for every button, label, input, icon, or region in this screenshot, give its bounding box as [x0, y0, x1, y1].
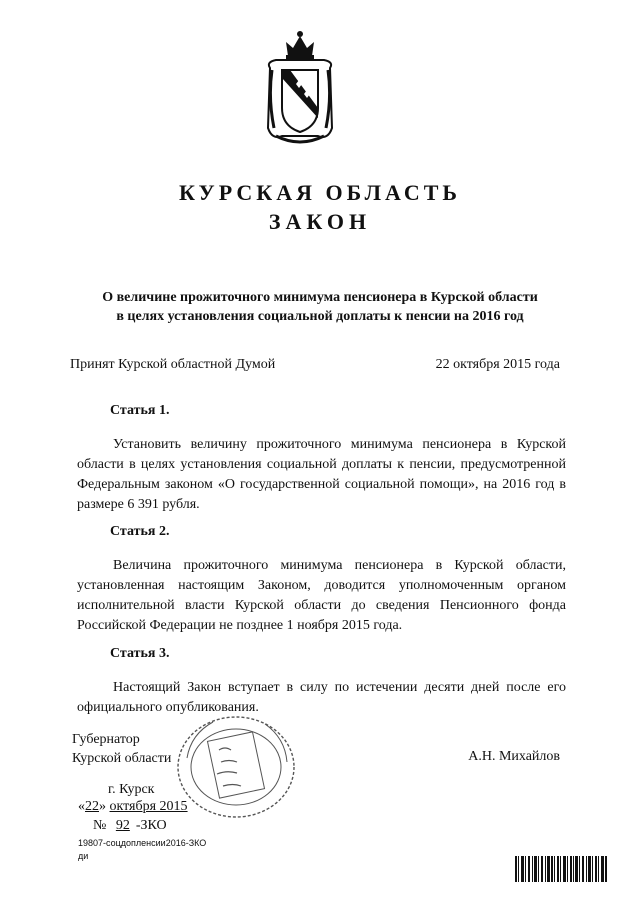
- adopted-by: Принят Курской областной Думой: [70, 357, 276, 372]
- article-3-title: Статья 3.: [110, 646, 170, 661]
- article-3-text: Настоящий Закон вступает в силу по истечении десяти дней после его официального опубликования.: [77, 680, 566, 715]
- article-1-title: Статья 1.: [110, 403, 170, 418]
- heading-line-2: в целях установления социальной доплаты к пенсии на 2016 год: [116, 309, 524, 324]
- article-2-text: Величина прожиточного минимума пенсионера в Курской области, установленная настоящим Законом, доводится уполномоченным органом исполнительной власти Курской области до сведения Пенсионного фонда Российской Федерации не позднее 1 ноября 2015 года.: [77, 558, 566, 633]
- document-heading: [70, 288, 570, 326]
- date-day: 22: [85, 799, 99, 814]
- official-stamp-seal: [173, 712, 299, 822]
- number-sign: №: [93, 818, 107, 833]
- number-suffix: -ЗКО: [135, 818, 167, 833]
- kursk-coat-of-arms-emblem: [262, 28, 338, 150]
- signature-position-line-2: Курской области: [72, 751, 172, 766]
- signatory-name: А.Н. Михайлов: [468, 749, 560, 764]
- signing-place: г. Курск: [108, 782, 155, 797]
- date-month-year: октября 2015: [109, 799, 188, 814]
- signing-date: [78, 799, 188, 815]
- document-code-initials: ди: [78, 851, 89, 861]
- region-title: КУРСКАЯ ОБЛАСТЬ: [179, 180, 461, 205]
- heading-line-1: О величине прожиточного минимума пенсионера в Курской области: [102, 290, 538, 305]
- adopted-date: 22 октября 2015 года: [435, 357, 560, 372]
- article-2-title: Статья 2.: [110, 524, 170, 539]
- signature-position-line-1: Губернатор: [72, 732, 140, 747]
- document-code: 19807-соцдопленсии2016-ЗКО: [78, 838, 207, 848]
- date-quote-open: «: [78, 799, 85, 814]
- article-1-text: Установить величину прожиточного минимума пенсионера в Курской области в целях установления социальной доплаты к пенсии, предусмотренной Федеральным законом «О государственной социальной помощи», на 2016 год в размере 6 391 рубля.: [77, 437, 566, 512]
- law-title: ЗАКОН: [268, 209, 372, 234]
- date-quote-close: »: [99, 799, 106, 814]
- law-number: [93, 818, 167, 834]
- number-value: 92: [115, 818, 130, 833]
- signature-position: [72, 730, 171, 768]
- barcode: [515, 856, 607, 882]
